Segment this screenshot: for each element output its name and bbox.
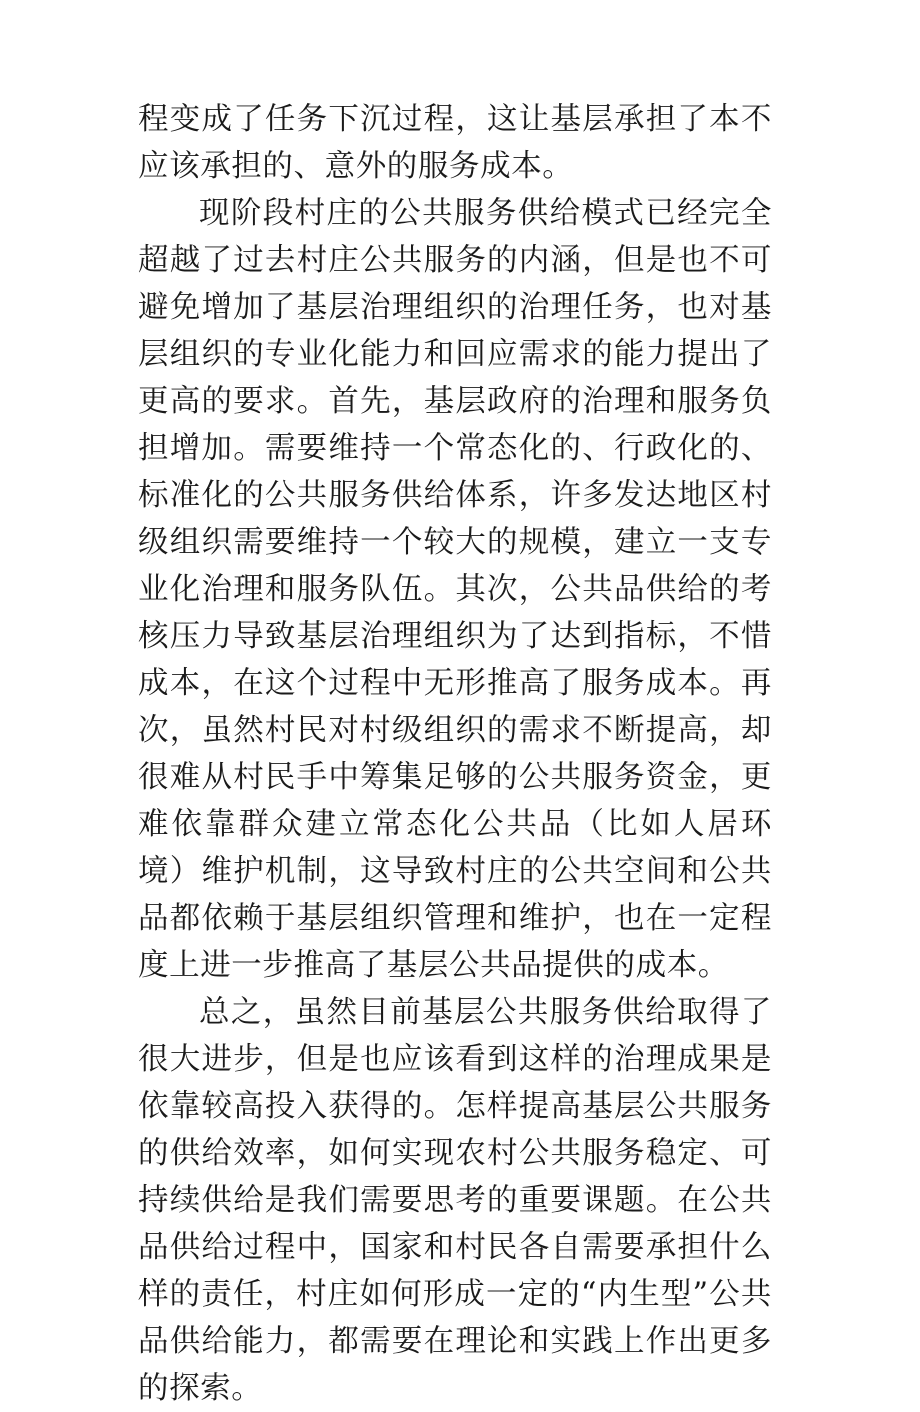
document-body-text: [138, 96, 772, 1412]
paragraph-current-stage: 现阶段村庄的公共服务供给模式已经完全超越了过去村庄公共服务的内涵，但是也不可避免增加了基层治理组织的治理任务，也对基层组织的专业化能力和回应需求的能力提出了更高的要求。首先，基层政府的治理和服务负担增加。需要维持一个常态化的、行政化的、标准化的公共服务供给体系，许多发达地区村级组织需要维持一个较大的规模，建立一支专业化治理和服务队伍。其次，公共品供给的考核压力导致基层治理组织为了达到指标，不惜成本，在这个过程中无形推高了服务成本。再次，虽然村民对村级组织的需求不断提高，却很难从村民手中筹集足够的公共服务资金，更难依靠群众建立常态化公共品（比如人居环境）维护机制，这导致村庄的公共空间和公共品都依赖于基层组织管理和维护，也在一定程度上进一步推高了基层公共品提供的成本。: [138, 196, 772, 983]
paragraph-conclusion: 总之，虽然目前基层公共服务供给取得了很大进步，但是也应该看到这样的治理成果是依靠较高投入获得的。怎样提高基层公共服务的供给效率，如何实现农村公共服务稳定、可持续供给是我们需要思考的重要课题。在公共品供给过程中，国家和村民各自需要承担什么样的责任，村庄如何形成一定的“内生型”公共品供给能力，都需要在理论和实践上作出更多的探索。: [138, 995, 772, 1406]
paragraph-continuation: 程变成了任务下沉过程，这让基层承担了本不应该承担的、意外的服务成本。: [138, 102, 772, 184]
